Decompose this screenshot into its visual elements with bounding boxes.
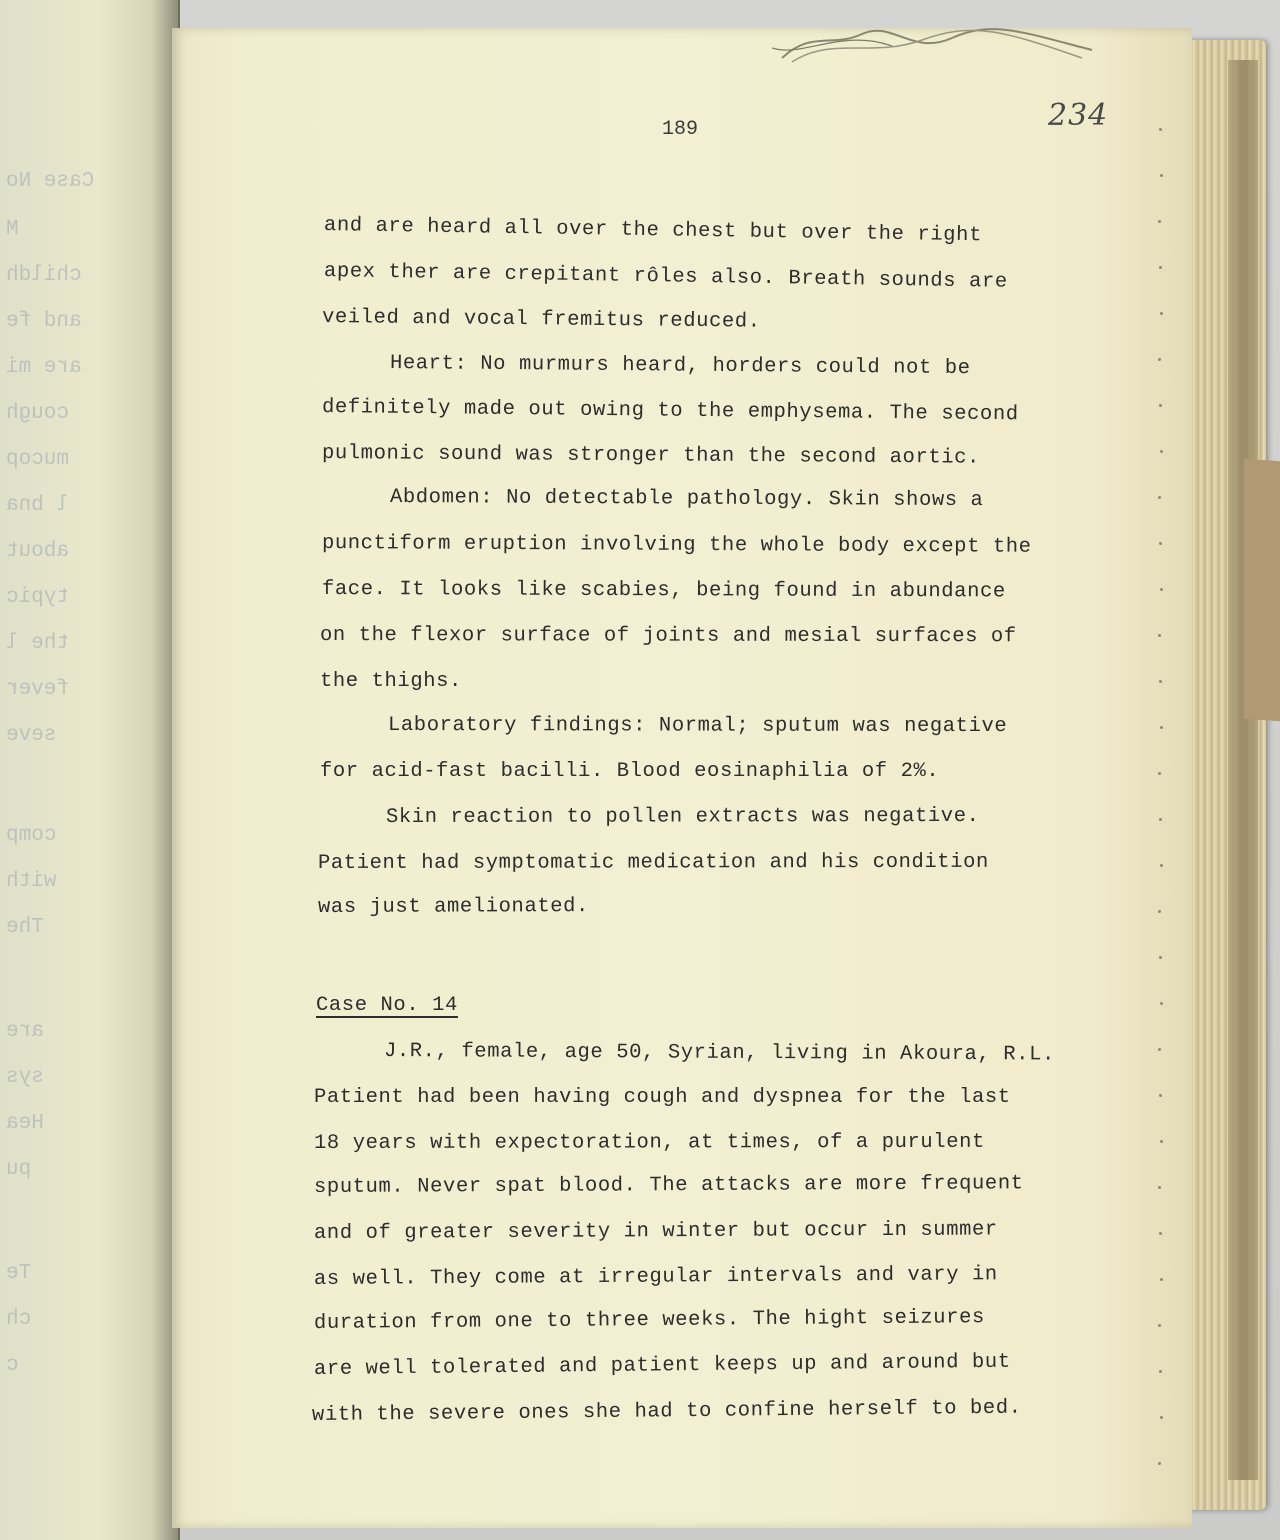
left-page-text-fragment: mucop (6, 448, 70, 471)
left-page-text-fragment: cough (6, 402, 70, 425)
margin-dot (1159, 1370, 1162, 1373)
body-text-line: and are heard all over the chest but over the right (323, 214, 983, 248)
margin-dot (1160, 312, 1163, 315)
margin-dot (1158, 772, 1161, 775)
page-number: 189 (662, 118, 699, 141)
margin-dot (1159, 404, 1162, 407)
left-page-text-fragment: ch (6, 1308, 32, 1331)
body-text-line: veiled and vocal fremitus reduced. (321, 306, 761, 334)
torn-page-edge (1244, 459, 1280, 722)
left-page-text-fragment: are mi (6, 356, 82, 379)
case-text-line: duration from one to three weeks. The hight seizures (313, 1306, 985, 1335)
margin-dot (1158, 634, 1161, 637)
body-text-line: punctiform eruption involving the whole body except the (321, 532, 1032, 559)
left-page-text-fragment: Case No (6, 170, 95, 193)
margin-dot (1160, 1416, 1163, 1419)
left-facing-page (0, 0, 180, 1540)
left-page-text-fragment: l bna (6, 494, 70, 517)
margin-dot (1158, 1324, 1161, 1327)
margin-dot (1158, 1186, 1161, 1189)
case-text-line: and of greater severity in winter but occur in summer (313, 1218, 998, 1245)
margin-dot (1159, 266, 1162, 269)
body-text-line: definitely made out owing to the emphysema. The second (321, 396, 1019, 427)
left-page-text-fragment: c (6, 1354, 19, 1377)
case-text-line: as well. They come at irregular intervals and vary in (313, 1263, 998, 1291)
body-text-line: apex ther are crepitant rôles also. Breath sounds are (323, 260, 1008, 294)
body-text-line: the thighs. (320, 670, 462, 693)
margin-dot (1158, 910, 1161, 913)
margin-dot (1158, 496, 1161, 499)
body-text-line: Abdomen: No detectable pathology. Skin shows a (389, 486, 984, 513)
margin-dot (1160, 588, 1163, 591)
typed-body-text (172, 28, 1192, 1528)
body-text-line: Patient had symptomatic medication and his condition (317, 850, 989, 875)
body-text-line: on the flexor surface of joints and mesial surfaces of (319, 624, 1017, 649)
margin-dot (1159, 956, 1162, 959)
left-page-text-fragment: The (6, 916, 44, 939)
case-text-line: J.R., female, age 50, Syrian, living in Akoura, R.L. (383, 1040, 1055, 1067)
body-text-line: for acid-fast bacilli. Blood eosinaphilia of 2%. (320, 760, 940, 783)
left-page-text-fragment: fever (6, 678, 70, 701)
left-page-text-fragment: Te (6, 1262, 32, 1285)
margin-dot (1160, 1278, 1163, 1281)
case-text-line: with the severe ones she had to confine herself to bed. (311, 1396, 1022, 1427)
left-page-text-fragment: childh (6, 264, 82, 287)
handwritten-folio-number: 234 (1048, 98, 1109, 133)
body-text-line: was just amelionated. (317, 895, 589, 919)
margin-dot (1158, 1462, 1161, 1465)
left-page-text-fragment: typic (6, 586, 70, 609)
margin-dot (1160, 864, 1163, 867)
left-page-text-fragment: the l (6, 632, 70, 655)
body-text-line: Skin reaction to pollen extracts was negative. (385, 804, 980, 829)
margin-dot (1159, 128, 1162, 131)
body-text-line: face. It looks like scabies, being found in abundance (321, 578, 1006, 604)
margin-dot (1159, 542, 1162, 545)
left-page-text-fragment: M (6, 218, 19, 241)
margin-dot (1158, 1048, 1161, 1051)
margin-dot (1160, 1140, 1163, 1143)
margin-dot (1158, 220, 1161, 223)
margin-dot (1160, 726, 1163, 729)
left-page-text-fragment: Hea (6, 1112, 44, 1135)
case-heading: Case No. 14 (316, 994, 458, 1017)
margin-dot (1159, 818, 1162, 821)
case-text-line: sputum. Never spat blood. The attacks are more frequent (313, 1172, 1024, 1199)
margin-dot (1160, 1002, 1163, 1005)
left-page-text-fragment: sys (6, 1066, 44, 1089)
body-text-line: pulmonic sound was stronger than the second aortic. (321, 442, 981, 470)
margin-dot (1159, 1232, 1162, 1235)
body-text-line: Heart: No murmurs heard, horders could not be (389, 352, 971, 381)
left-page-text-fragment: and fe (6, 310, 82, 333)
margin-dot (1160, 174, 1163, 177)
left-page-text-fragment: about (6, 540, 70, 563)
margin-dot (1160, 450, 1163, 453)
left-page-text-fragment: with (6, 870, 57, 893)
document-page (172, 28, 1192, 1528)
left-page-text-fragment: seve (6, 724, 57, 747)
margin-dot (1159, 1094, 1162, 1097)
left-page-text-fragment: pu (6, 1158, 32, 1181)
left-page-text-fragment: comp (6, 824, 57, 847)
margin-dot (1159, 680, 1162, 683)
case-text-line: 18 years with expectoration, at times, of a purulent (313, 1130, 985, 1155)
case-text-line: are well tolerated and patient keeps up and around but (313, 1350, 1011, 1381)
margin-dot (1158, 358, 1161, 361)
left-page-text-fragment: are (6, 1020, 44, 1043)
page-edge-shadow (1228, 60, 1258, 1480)
body-text-line: Laboratory findings: Normal; sputum was negative (387, 714, 1008, 739)
case-text-line: Patient had been having cough and dyspnea for the last (314, 1086, 1011, 1109)
